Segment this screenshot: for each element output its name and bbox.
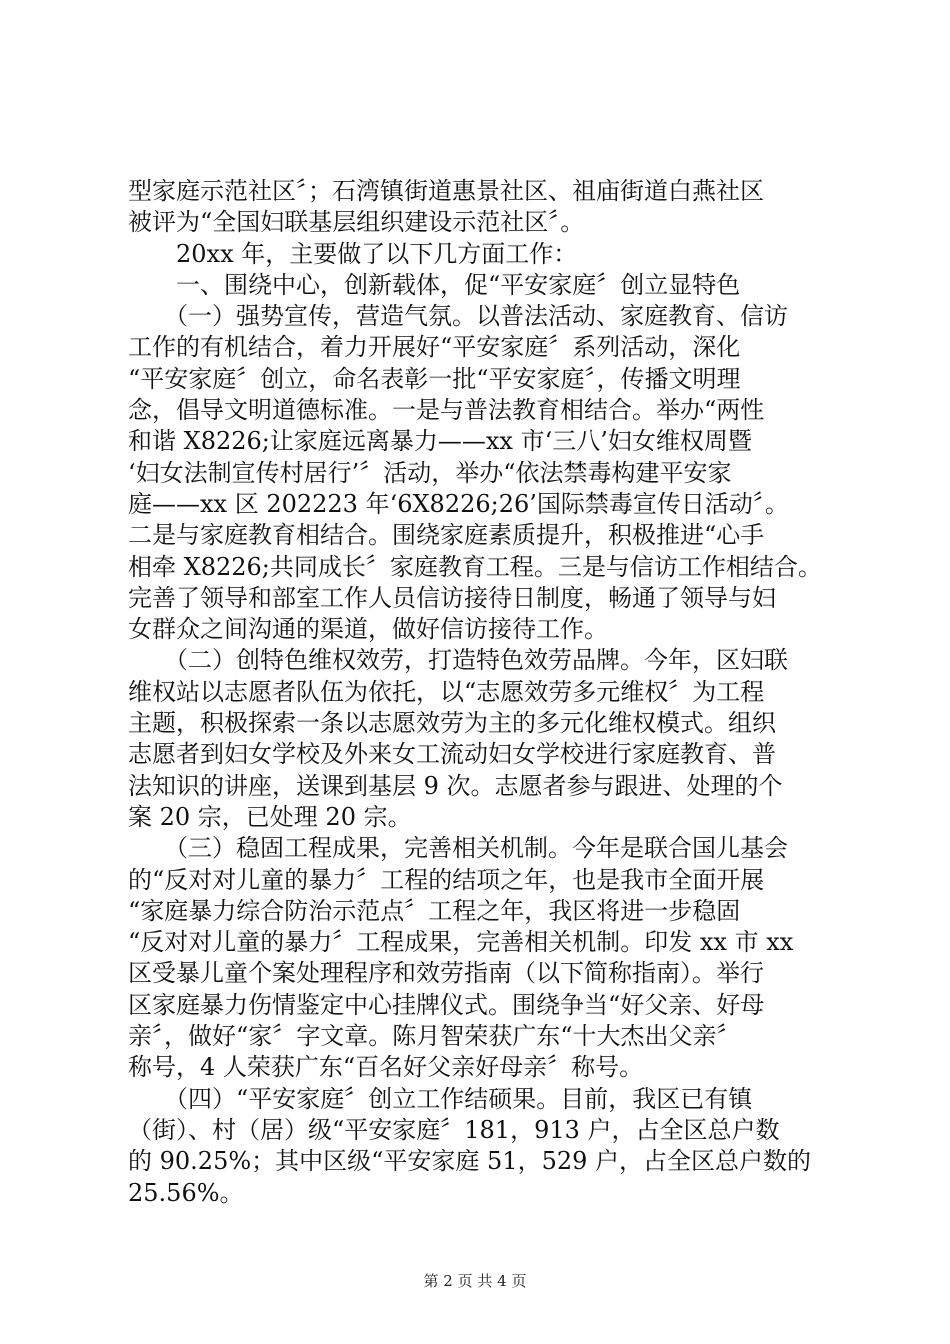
- text-line: 完善了领导和部室工作人员信访接待日制度，畅通了领导与妇: [128, 583, 776, 612]
- text-line: 志愿者到妇女学校及外来女工流动妇女学校进行家庭教育、普: [128, 740, 776, 769]
- text-line: （一）强势宣传，营造气氛。以普法活动、家庭教育、信访: [128, 302, 788, 331]
- text-line: “反对对儿童的暴力〞工程成果，完善相关机制。印发 xx 市 xx: [128, 928, 794, 957]
- text-line: （街）、村（居）级“平安家庭〞181，913 户，占全区总户数: [128, 1115, 780, 1144]
- text-line: 亲〞，做好“家〞字文章。陈月智荣获广东“十大杰出父亲〞: [128, 1022, 741, 1051]
- text-line: 称号，4 人荣获广东“百名好父亲好母亲〞称号。: [128, 1053, 644, 1082]
- text-line: 被评为“全国妇联基层组织建设示范社区〞。: [128, 208, 585, 237]
- text-line: “家庭暴力综合防治示范点〞工程之年，我区将进一步稳固: [128, 896, 741, 925]
- text-line: 区受暴儿童个案处理程序和效劳指南（以下简称指南）。举行: [128, 959, 764, 988]
- text-line: ‘妇女法制宣传村居行’〞活动，举办“依法禁毒构建平安家: [128, 458, 732, 487]
- text-line: 型家庭示范社区〞；石湾镇街道惠景社区、祖庙街道白燕社区: [128, 177, 764, 205]
- text-line: 法知识的讲座，送课到基层 9 次。志愿者参与跟进、处理的个: [128, 771, 783, 800]
- text-line: （二）创特色维权效劳，打造特色效劳品牌。今年，区妇联: [128, 646, 788, 675]
- text-line: 女群众之间沟通的渠道，做好信访接待工作。: [128, 615, 608, 644]
- text-line: （四）“平安家庭〞创立工作结硕果。目前，我区已有镇: [128, 1084, 753, 1113]
- text-line: 工作的有机结合，着力开展好“平安家庭〞系列活动，深化: [128, 333, 741, 362]
- text-line: 和谐 X8226;让家庭远离暴力——xx 市‘三八’妇女维权周暨: [128, 427, 752, 456]
- section-heading: 一、围绕中心，创新载体，促“平安家庭〞创立显特色: [128, 270, 741, 299]
- text-line: 25.56%。: [128, 1178, 244, 1207]
- text-line: 二是与家庭教育相结合。围绕家庭素质提升，积极推进“心手: [128, 521, 765, 550]
- text-line: 区家庭暴力伤情鉴定中心挂牌仪式。围绕争当“好父亲、好母: [128, 990, 765, 1019]
- text-line: “平安家庭〞创立，命名表彰一批“平安家庭〞，传播文明理: [128, 364, 741, 393]
- text-line: 的 90.25%；其中区级“平安家庭 51，529 户，占全区总户数的: [128, 1147, 812, 1176]
- text-line: 庭——xx 区 202223 年‘6X8226;26’国际禁毒宣传日活动〞。: [128, 489, 789, 518]
- text-line: 念，倡导文明道德标准。一是与普法教育相结合。举办“两性: [128, 396, 765, 425]
- text-line: 20xx 年，主要做了以下几方面工作：: [128, 239, 578, 268]
- text-line: 主题，积极探索一条以志愿效劳为主的多元化维权模式。组织: [128, 709, 776, 738]
- text-line: 案 20 宗，已处理 20 宗。: [128, 802, 412, 831]
- text-line: （三）稳固工程成果，完善相关机制。今年是联合国儿基会: [128, 834, 788, 863]
- body-text: [128, 176, 833, 1209]
- text-line: 维权站以志愿者队伍为依托，以“志愿效劳多元维权〞为工程: [128, 677, 765, 706]
- text-line: 的“反对对儿童的暴力〞工程的结项之年，也是我市全面开展: [128, 865, 765, 894]
- text-line: 相牵 X8226;共同成长〞家庭教育工程。三是与信访工作相结合。: [128, 552, 822, 581]
- page-number-footer: 第 2 页 共 4 页: [423, 1272, 527, 1290]
